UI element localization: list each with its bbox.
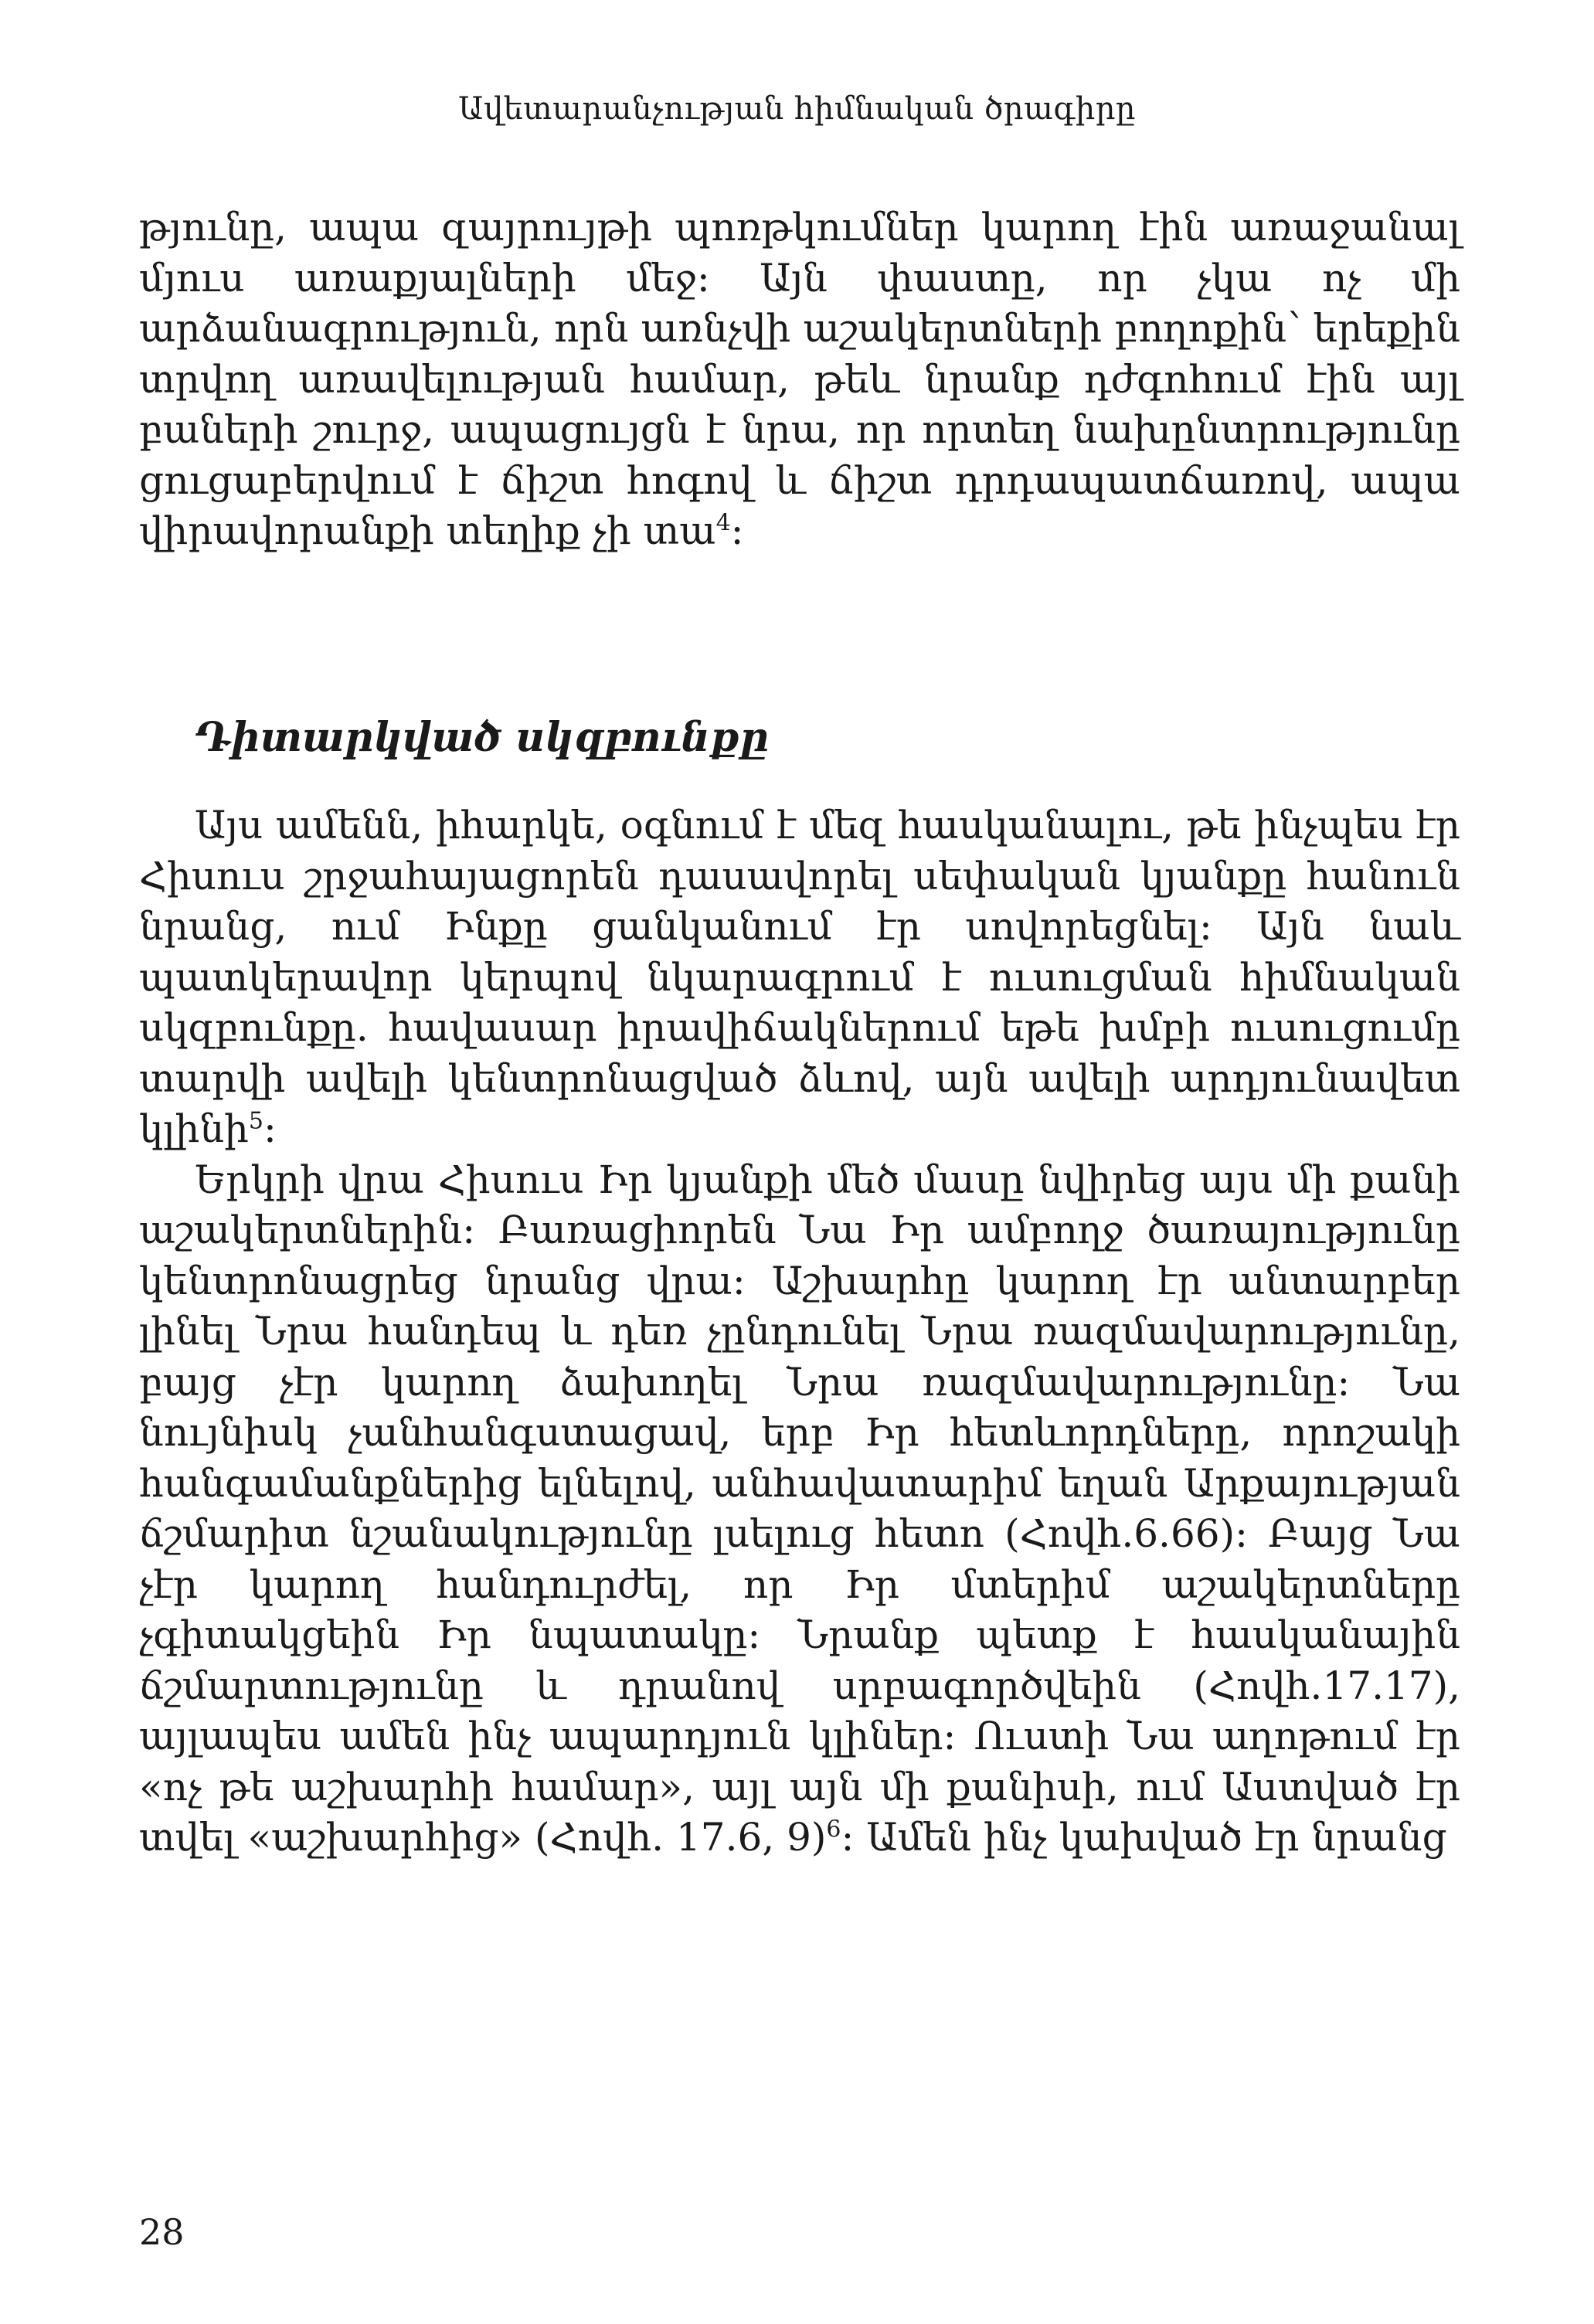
- paragraph: [139, 800, 1460, 1155]
- footnote-ref: 6: [826, 1816, 841, 1843]
- paragraph-text: Այս ամենն, իհարկե, օգնում է մեզ հասկանալու, թե ինչպես էր Հիսուս շրջահայացորեն դասավորել սեփական կյանքը հանուն նրանց, ում Ինքը ցանկանում էր սովորեցնել: Այն նաև պատկերավոր կերպով նկարագրում է ուսուցման հիմնական սկզբունքը. հավասար իրավիճակներում եթե խմբի ուսուցումը տարվի ավելի կենտրոնացված ձևով, այն ավելի արդյունավետ կլինի: [139, 803, 1460, 1151]
- running-header: Ավետարանչության հիմնական ծրագիրը: [458, 91, 1136, 127]
- section-heading: Դիտարկված սկզբունքը: [195, 714, 770, 761]
- paragraph-end: :: [730, 508, 744, 553]
- paragraph-text: Երկրի վրա Հիսուս Իր կյանքի մեծ մասը նվիրեց այս մի քանի աշակերտներին: Բառացիորեն Նա Իր ամբողջ ծառայությունը կենտրոնացրեց նրանց վրա: Աշխարհը կարող էր անտարբեր լինել Նրա հանդեպ և դեռ չընդունել Նրա ռազմավարությունը, բայց չէր կարող ձախողել Նրա ռազմավարությունը: Նա նույնիսկ չանհանգստացավ, երբ Իր հետևորդները, որոշակի հանգամանքներից ելնելով, անհավատարիմ եղան Արքայության ճշմարիտ նշանակությունը լսելուց հետո (Հովհ.6.66): Բայց Նա չէր կարող հանդուրժել, որ Իր մտերիմ աշակերտները չգիտակցեին Իր նպատակը: Նրանք պետք է հասկանային ճշմարտությունը և դրանով սրբագործվեին (Հովհ.17.17), այլապես ամեն ինչ ապարդյուն կլիներ: Ուստի Նա աղոթում էր «ոչ թե աշխարհի համար», այլ այն մի քանիսի, ում Աստված էր տվել «աշխարհից» (Հովհ. 17.6, 9): [139, 1157, 1460, 1860]
- paragraph: [139, 202, 1460, 557]
- paragraph-continued: [139, 202, 1460, 557]
- paragraph-text: թյունը, ապա զայրույթի պոռթկումներ կարող էին առաջանալ մյուս առաքյալների մեջ: Այն փաստը, որ չկա ոչ մի արձանագրություն, որն առնչվի աշակերտների բողոքին՝ երեքին տրվող առավելության համար, թեև նրանք դժգոհում էին այլ բաների շուրջ, ապացույցն է նրա, որ որտեղ նախընտրությունը ցուցաբերվում է ճիշտ հոգով և ճիշտ դրդապատճառով, ապա վիրավորանքի տեղիք չի տա: [139, 205, 1460, 553]
- paragraph-end: : Ամեն ինչ կախված էր նրանց: [841, 1815, 1447, 1860]
- footnote-ref: 4: [715, 509, 731, 537]
- paragraph-end: :: [263, 1106, 277, 1151]
- section-body: [139, 800, 1460, 1864]
- footnote-ref: 5: [248, 1107, 263, 1135]
- paragraph: [139, 1155, 1460, 1864]
- page-number: 28: [139, 2211, 185, 2253]
